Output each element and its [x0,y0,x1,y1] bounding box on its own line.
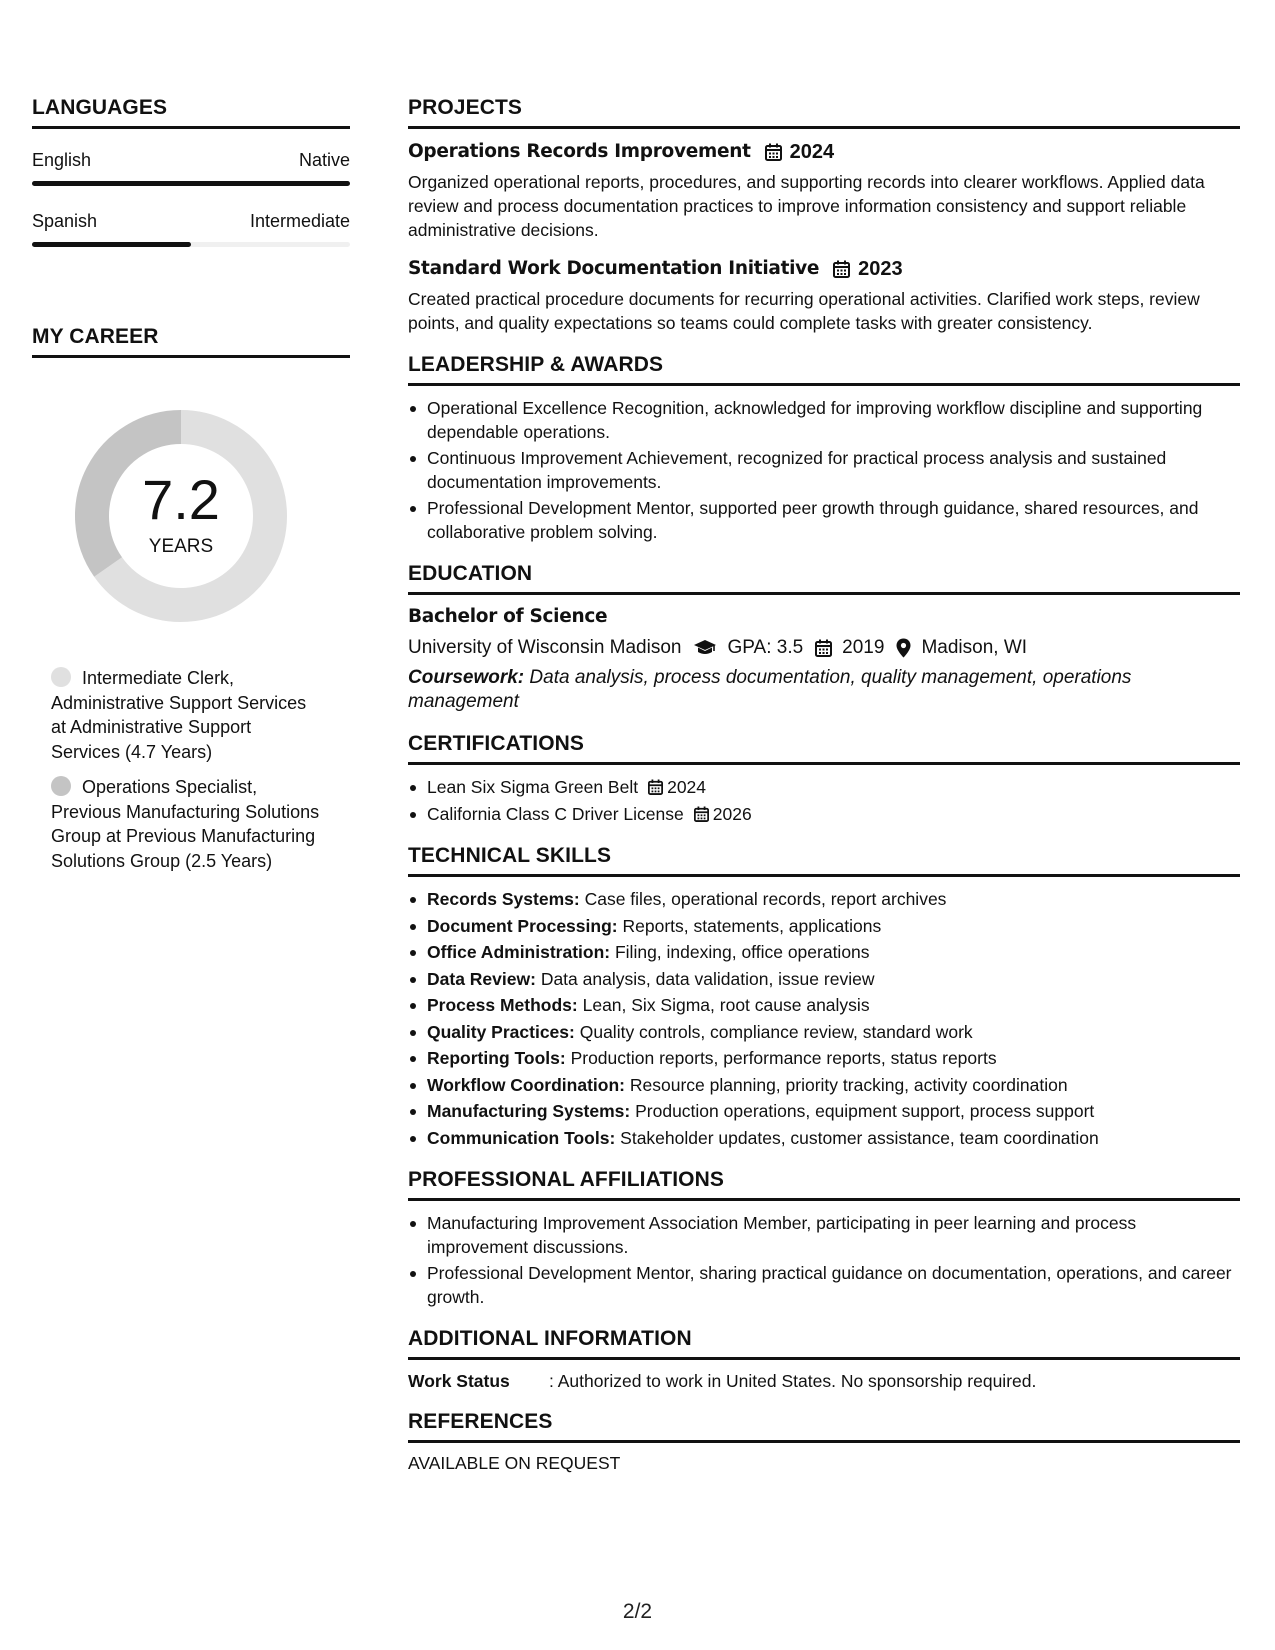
education-gpa: GPA: 3.5 [727,637,804,658]
leadership-section [408,353,1240,544]
calendar-icon [815,639,832,657]
leadership-item: Professional Development Mentor, supported peer growth through guidance, shared resources, and collaborative problem solving. [408,496,1240,544]
career-dot-icon [51,667,71,687]
language-bar [32,181,350,186]
skill-value: Resource planning, priority tracking, activity coordination [629,1074,1068,1095]
affiliations-heading: PROFESSIONAL AFFILIATIONS [408,1168,1240,1201]
affiliation-item: Professional Development Mentor, sharing practical guidance on documentation, operations, and career growth. [408,1261,1240,1309]
project-description: Organized operational reports, procedures, and supporting records into clearer workflows. Applied data review and process documentation practices to improve information consistency and support reliable administrative decisions. [408,172,1205,240]
skill-value: Production reports, performance reports, status reports [570,1048,997,1068]
location-pin-icon [896,638,911,658]
language-bar-fill [32,181,350,186]
language-level: Native [298,150,350,170]
certification-year: 2026 [712,803,752,824]
skill-value: Production operations, equipment support, process support [635,1101,1095,1121]
career-legend [51,666,321,873]
project-name: Standard Work Documentation Initiative [408,258,820,279]
career-entry-text: Operations Specialist, Previous Manufacturing Solutions Group at Previous Manufacturing Solutions Group (2.5 Years) [51,777,320,871]
career-total-unit: YEARS [148,536,214,557]
work-status-row [408,1370,1240,1392]
skill-item [408,1046,1240,1071]
skill-value: Data analysis, data validation, issue review [540,968,875,989]
skill-item [408,1020,1240,1045]
career-entry [51,666,321,764]
projects-section [408,96,1240,335]
education-year: 2019 [842,637,885,658]
skill-item [408,940,1240,965]
certification-item [408,802,1240,827]
education-school: University of Wisconsin Madison [408,637,682,658]
certification-name: Lean Six Sigma Green Belt [427,777,639,797]
references-heading: REFERENCES [408,1410,1240,1443]
calendar-icon [765,143,782,161]
education-section [408,562,1240,714]
affiliations-section [408,1168,1240,1309]
left-column [32,96,350,884]
project-item [408,139,1240,242]
project-description: Created practical procedure documents for recurring operational activities. Clarified work steps, review points, and quality expectations so teams could complete tasks with greater consistency. [408,289,1200,333]
skill-label: Office Administration: [427,942,611,962]
skill-label: Reporting Tools: [427,1048,566,1068]
coursework-label: Coursework: [408,667,525,688]
work-status-value: : Authorized to work in United States. No sponsorship required. [549,1371,1037,1391]
project-name: Operations Records Improvement [408,141,751,162]
leadership-item: Continuous Improvement Achievement, recognized for practical process analysis and sustained documentation improvements. [408,446,1240,494]
language-item [32,210,350,247]
leadership-item: Operational Excellence Recognition, acknowledged for improving workflow discipline and supporting dependable operations. [408,396,1240,444]
skill-value: Filing, indexing, office operations [614,942,870,962]
right-column [408,96,1240,1492]
projects-heading: PROJECTS [408,96,1240,129]
project-item [408,256,1240,335]
work-status-label: Work Status [408,1371,510,1391]
skill-label: Workflow Coordination: [427,1074,625,1095]
career-donut-chart [65,400,297,632]
coursework-text: Data analysis, process documentation, quality management, operations management [408,667,1132,712]
certifications-section [408,732,1240,826]
language-bar-fill [32,242,191,247]
graduation-cap-icon [693,639,717,657]
education-location: Madison, WI [921,637,1028,658]
skill-label: Quality Practices: [427,1021,575,1042]
certification-item [408,775,1240,800]
skill-value: Reports, statements, applications [622,915,882,936]
calendar-icon [694,806,709,822]
skill-value: Stakeholder updates, customer assistance, team coordination [620,1127,1099,1148]
skill-item [408,1099,1240,1124]
skill-label: Process Methods: [427,995,578,1015]
career-entry [51,775,321,873]
skill-value: Case files, operational records, report archives [584,889,947,909]
affiliation-item: Manufacturing Improvement Association Member, participating in peer learning and process improvement discussions. [408,1211,1240,1259]
career-heading: MY CAREER [32,325,350,358]
skill-value: Quality controls, compliance review, standard work [579,1021,973,1042]
skill-item [408,1126,1240,1151]
calendar-icon [833,260,850,278]
certification-year: 2024 [667,777,707,797]
leadership-heading: LEADERSHIP & AWARDS [408,353,1240,386]
skills-list [408,887,1240,1150]
page-number: 2/2 [622,1600,653,1623]
additional-heading: ADDITIONAL INFORMATION [408,1327,1240,1360]
calendar-icon [648,779,663,795]
skill-item [408,1073,1240,1098]
language-name: Spanish [32,211,98,231]
additional-section [408,1327,1240,1392]
skill-item [408,967,1240,992]
languages-heading: LANGUAGES [32,96,350,129]
career-entry-text: Intermediate Clerk, Administrative Support Services at Administrative Support Services (4.7 Years) [51,668,307,762]
skills-heading: TECHNICAL SKILLS [408,844,1240,877]
education-heading: EDUCATION [408,562,1240,595]
skills-section [408,844,1240,1150]
certifications-heading: CERTIFICATIONS [408,732,1240,765]
skill-label: Manufacturing Systems: [427,1101,631,1121]
language-item [32,149,350,186]
project-year: 2023 [858,258,903,280]
education-details [408,635,1240,661]
education-coursework [408,666,1240,714]
skill-item [408,887,1240,912]
skill-item [408,993,1240,1018]
project-year: 2024 [789,141,835,163]
skill-label: Document Processing: [427,915,618,936]
skill-label: Data Review: [427,968,536,989]
skill-value: Lean, Six Sigma, root cause analysis [582,995,870,1015]
language-level: Intermediate [249,211,350,231]
references-section [408,1410,1240,1474]
skill-label: Records Systems: [427,889,580,909]
career-dot-icon [51,776,71,796]
references-text: AVAILABLE ON REQUEST [408,1453,621,1473]
career-total-years: 7.2 [142,468,220,531]
certification-name: California Class C Driver License [427,803,684,824]
language-name: English [32,150,92,170]
education-degree: Bachelor of Science [408,606,608,627]
skill-item [408,914,1240,939]
skill-label: Communication Tools: [427,1127,616,1148]
language-bar [32,242,350,247]
